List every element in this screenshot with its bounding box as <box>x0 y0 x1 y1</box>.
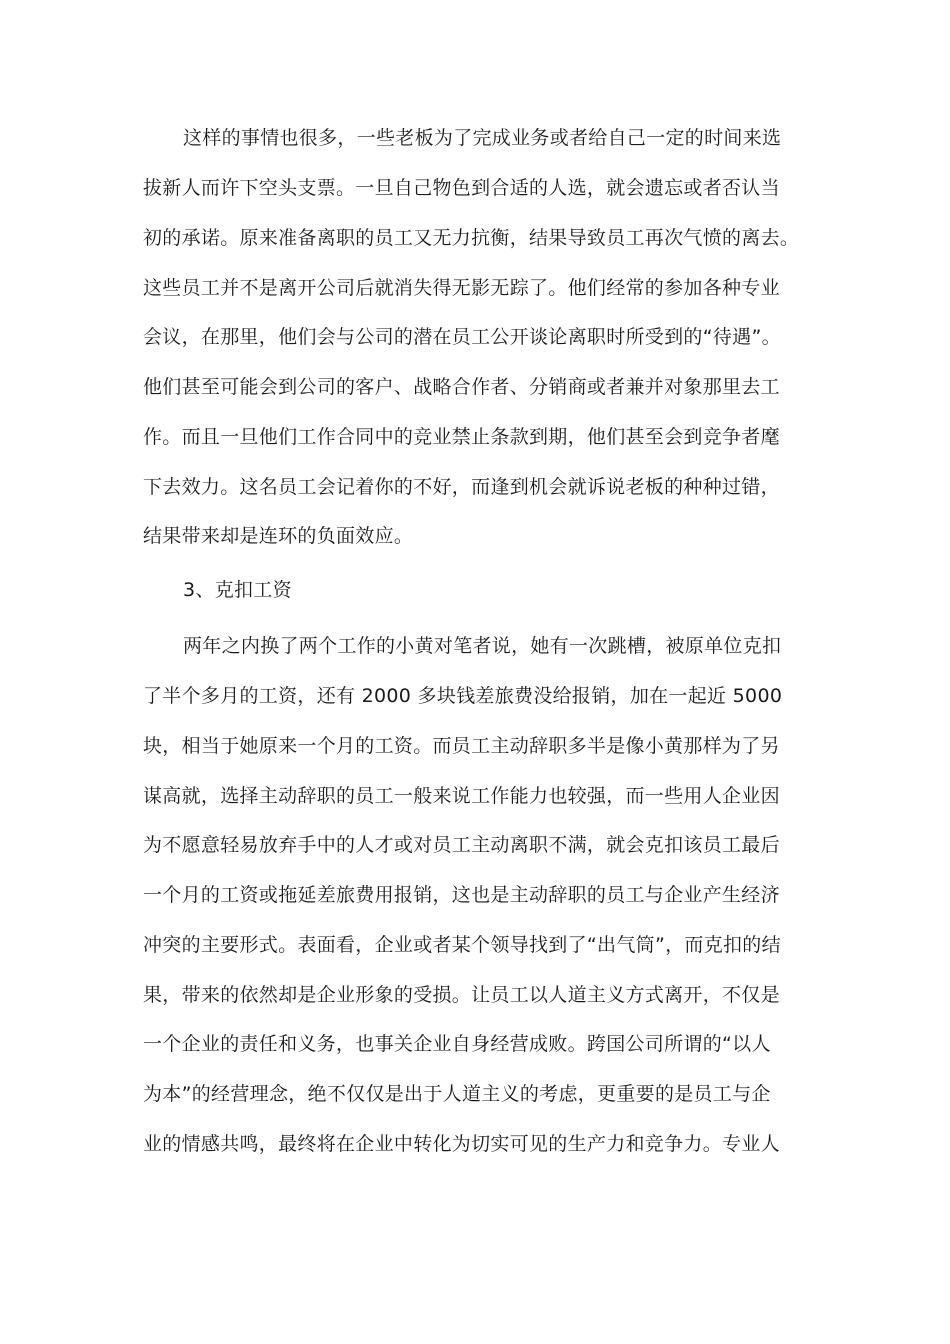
paragraph-2-line-8: 果，带来的依然却是企业形象的受损。让员工以人道主义方式离开，不仅是 <box>143 984 780 1006</box>
paragraph-1-line-1: 这样的事情也很多，一些老板为了完成业务或者给自己一定的时间来选 <box>183 127 782 149</box>
paragraph-2-line-4: 谋高就，选择主动辞职的员工一般来说工作能力也较强，而一些用人企业因 <box>143 785 780 807</box>
paragraph-1-line-2: 拔新人而许下空头支票。一旦自己物色到合适的人选，就会遗忘或者否认当 <box>143 177 780 199</box>
paragraph-1-line-3: 初的承诺。原来准备离职的员工又无力抗衡，结果导致员工再次气愤的离去。 <box>143 227 800 249</box>
paragraph-2-line-11: 业的情感共鸣，最终将在企业中转化为切实可见的生产力和竞争力。专业人 <box>143 1133 780 1155</box>
paragraph-2-line-5: 为不愿意轻易放弃手中的人才或对员工主动离职不满，就会克扣该员工最后 <box>143 834 780 856</box>
paragraph-1-line-9: 结果带来却是连环的负面效应。 <box>143 525 414 547</box>
paragraph-1-line-7: 作。而且一旦他们工作合同中的竞业禁止条款到期，他们甚至会到竞争者麾 <box>143 426 780 448</box>
paragraph-1-line-4: 这些员工并不是离开公司后就消失得无影无踪了。他们经常的参加各种专业 <box>143 277 780 299</box>
paragraph-2-line-7: 冲突的主要形式。表面看，企业或者某个领导找到了“出气筒”，而克扣的结 <box>143 934 781 956</box>
paragraph-2-line-2: 了半个多月的工资，还有 2000 多块钱差旅费没给报销，加在一起近 5000 <box>143 685 783 707</box>
paragraph-1-line-5: 会议，在那里，他们会与公司的潜在员工公开谈论离职时所受到的“待遇”。 <box>143 326 781 348</box>
paragraph-2-line-1: 两年之内换了两个工作的小黄对笔者说，她有一次跳槽，被原单位克扣 <box>183 635 782 657</box>
paragraph-1-line-8: 下去效力。这名员工会记着你的不好，而逢到机会就诉说老板的种种过错， <box>143 476 780 498</box>
section-heading: 3、克扣工资 <box>183 579 292 601</box>
paragraph-2-line-3: 块，相当于她原来一个月的工资。而员工主动辞职多半是像小黄那样为了另 <box>143 735 780 757</box>
paragraph-2-line-10: 为本”的经营理念，绝不仅仅是出于人道主义的考虑，更重要的是员工与企 <box>143 1083 771 1105</box>
paragraph-2-line-9: 一个企业的责任和义务，也事关企业自身经营成败。跨国公司所谓的“以人 <box>143 1033 771 1055</box>
paragraph-1-line-6: 他们甚至可能会到公司的客户、战略合作者、分销商或者兼并对象那里去工 <box>143 376 780 398</box>
paragraph-2-line-6: 一个月的工资或拖延差旅费用报销，这也是主动辞职的员工与企业产生经济 <box>143 884 780 906</box>
